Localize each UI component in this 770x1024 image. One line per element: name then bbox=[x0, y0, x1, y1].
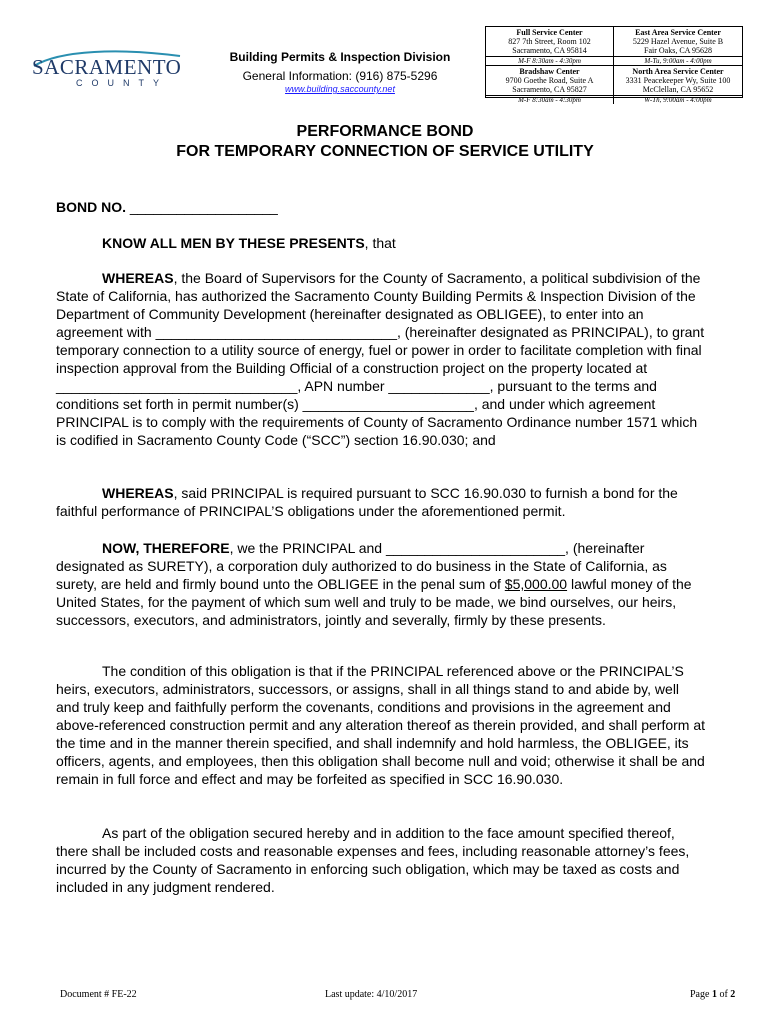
whereas-bold: WHEREAS bbox=[102, 485, 174, 501]
center-city: Sacramento, CA 95827 bbox=[512, 85, 587, 94]
center-name: Full Service Center bbox=[516, 28, 583, 37]
service-center bbox=[486, 27, 614, 66]
whereas-text: , said PRINCIPAL is required pursuant to SCC 16.90.030 to furnish a bond for the faithful performance of PRINCIPAL’S obligations under the aforementioned permit. bbox=[56, 485, 678, 519]
document-title: PERFORMANCE BOND bbox=[296, 123, 474, 140]
center-city: Fair Oaks, CA 95628 bbox=[644, 46, 712, 55]
center-hours: W-Th, 9:00am - 4:00pm bbox=[614, 95, 742, 104]
sacramento-county-logo bbox=[30, 46, 190, 88]
paragraph-whereas-1 bbox=[56, 269, 706, 449]
document-subtitle: FOR TEMPORARY CONNECTION OF SERVICE UTILITY bbox=[176, 143, 594, 160]
logo-graphic bbox=[30, 46, 190, 88]
center-name: Bradshaw Center bbox=[519, 67, 580, 76]
page-of: of bbox=[716, 989, 731, 1000]
center-address: 9700 Goethe Road, Suite A bbox=[505, 76, 594, 85]
division-block bbox=[205, 50, 475, 94]
page-indicator bbox=[690, 989, 735, 1000]
whereas-text: , the Board of Supervisors for the County of Sacramento, a political subdivision of the State of California, has authorized the Sacramento County Building Permits & Inspection Division of the Department of Community Development (hereinafter designated as OBLIGEE), to enter into an agreement with _______________________________, (hereinafter designated as PRINCIPAL), to grant temporary connection to a utility source of energy, fuel or power in order to facilitate completion with final inspection approval from the Building Official of a construction project on the property located at _______________________________, APN number _____________, pursuant to the terms and conditions set forth in permit number(s) ______________________, and under which agreement PRINCIPAL is to comply with the requirements of County of Sacramento Ordinance number 1571 which is codified in Sacramento County Code (“SCC”) section 16.90.030; and bbox=[56, 270, 705, 448]
service-center bbox=[486, 66, 614, 104]
page-total: 2 bbox=[730, 989, 736, 1000]
paragraph-condition bbox=[56, 662, 706, 788]
document-number: Document # FE-22 bbox=[60, 989, 137, 1000]
center-hours: M-F 8:30am - 4:30pm bbox=[486, 95, 613, 104]
bond-number-label: BOND NO. bbox=[56, 199, 126, 215]
paragraph-whereas-2 bbox=[56, 484, 706, 520]
center-name: North Area Service Center bbox=[632, 67, 724, 76]
penal-sum-amount: $5,000.00 bbox=[504, 576, 568, 592]
general-info: General Information: (916) 875-5296 bbox=[242, 69, 438, 83]
last-update: Last update: 4/10/2017 bbox=[325, 989, 418, 1000]
now-therefore-text-before: , we the PRINCIPAL and _______________________, (hereinafter designated as SURETY), a corporation duly authorized to do business in the State of California, as surety, are held and firmly bound unto the OBLIGEE in the penal sum of bbox=[56, 540, 667, 592]
bond-number-blank: ___________________ bbox=[129, 199, 278, 215]
center-name: East Area Service Center bbox=[635, 28, 721, 37]
division-title: Building Permits & Inspection Division bbox=[229, 50, 451, 64]
now-therefore-bold: NOW, THEREFORE bbox=[102, 540, 230, 556]
know-bold: KNOW ALL MEN BY THESE PRESENTS bbox=[102, 235, 365, 251]
center-hours: M-Tu, 9:00am - 4:00pm bbox=[614, 56, 742, 65]
center-city: McClellan, CA 95652 bbox=[642, 85, 714, 94]
center-city: Sacramento, CA 95814 bbox=[512, 46, 587, 55]
page-number: 1 bbox=[711, 989, 717, 1000]
service-center bbox=[614, 66, 742, 104]
center-address: 3331 Peacekeeper Wy, Suite 100 bbox=[625, 76, 731, 85]
center-hours: M-F 8:30am - 4:30pm bbox=[486, 56, 613, 65]
service-center bbox=[614, 27, 742, 66]
center-address: 5229 Hazel Avenue, Suite B bbox=[632, 37, 724, 46]
condition-text: The condition of this obligation is that if the PRINCIPAL referenced above or the PRINCIPAL’S heirs, executors, administrators, successors, or assigns, shall in all things stand to and abide by, well and truly keep and faithfully perform the covenants, conditions and provisions in the agreement and above-referenced construction permit and any alteration thereof as therein provided, and shall perform at the time and in the manner therein specified, and shall indemnify and hold harmless, the OBLIGEE, its officers, agents, and employees, then this obligation shall become null and void; otherwise it shall be and remain in full force and effect and may be forfeited as specified in SCC 16.90.030. bbox=[56, 663, 706, 787]
know-rest: , that bbox=[364, 235, 396, 251]
logo-subtext: COUNTY bbox=[76, 78, 168, 88]
logo-text: SACRAMENTO bbox=[32, 55, 182, 79]
center-address: 827 7th Street, Room 102 bbox=[508, 37, 591, 46]
service-centers-table bbox=[485, 26, 743, 104]
website-link[interactable]: www.building.saccounty.net bbox=[285, 84, 395, 94]
paragraph-costs bbox=[56, 824, 706, 896]
costs-text: As part of the obligation secured hereby and in addition to the face amount specified thereof, there shall be included costs and reasonable expenses and fees, including reasonable attorney’s fees, incurred by the County of Sacramento in enforcing such obligation, which may be taxed as costs and included in any judgment rendered. bbox=[56, 825, 690, 895]
page-prefix: Page bbox=[690, 989, 712, 1000]
paragraph-now-therefore bbox=[56, 539, 706, 629]
bond-number-field bbox=[56, 199, 278, 215]
know-all-men-clause bbox=[102, 234, 752, 252]
now-therefore-text-after: lawful money of the United States, for the payment of which sum well and truly to be made, we bind ourselves, our heirs, successors, executors, and administrators, jointly and severally, firmly by these presents. bbox=[56, 576, 692, 628]
whereas-bold: WHEREAS bbox=[102, 270, 174, 286]
